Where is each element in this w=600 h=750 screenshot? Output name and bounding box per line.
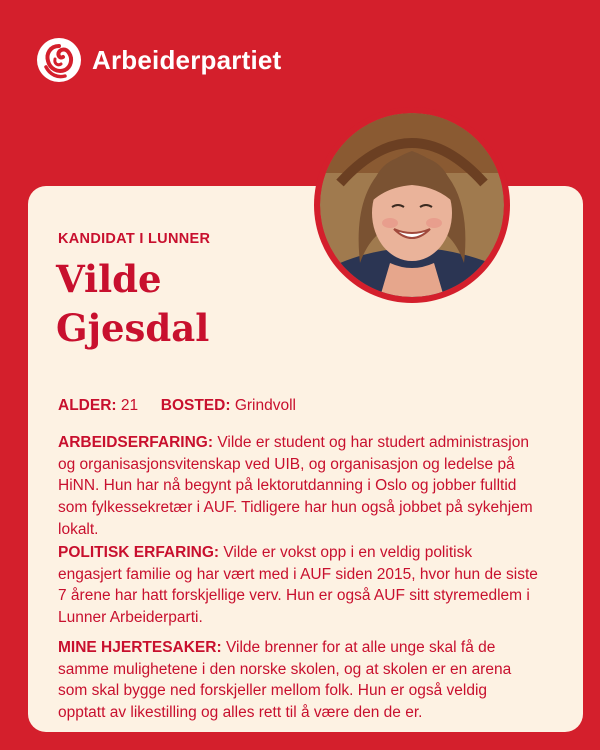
residence-label: BOSTED: xyxy=(160,397,231,414)
candidate-facts xyxy=(58,397,296,415)
work-experience-text: Vilde er student og har studert administrasjon og organisasjonsvitenskap ved UIB, og organisasjon og ledelse på HiNN. Hun har nå begynt på lektorutdanning i Oslo og jobber fulltid som fylkessekretær i AUF. Tidligere har hun også jobbet på sykehjem lokalt. xyxy=(58,434,533,538)
work-experience-label: ARBEIDSERFARING: xyxy=(58,434,214,451)
political-experience-label: POLITISK ERFARING: xyxy=(58,544,220,561)
candidate-portrait xyxy=(320,113,504,297)
political-experience-section xyxy=(58,542,538,629)
candidate-name xyxy=(56,255,209,353)
brand-name: Arbeiderpartiet xyxy=(92,44,282,75)
age-label: ALDER: xyxy=(58,397,117,414)
political-experience-text: Vilde er vokst opp i en veldig politisk engasjert familie og har vært med i AUF siden 2015, hvor hun de siste 7 årene har hatt forskjellige verv. Hun er også AUF sitt styremedlem i Lunner Arbeiderparti. xyxy=(58,544,538,627)
heart-causes-label: MINE HJERTESAKER: xyxy=(58,639,222,656)
heart-causes-section xyxy=(58,637,538,724)
residence-value: Grindvoll xyxy=(234,397,296,414)
brand-header xyxy=(36,37,281,83)
work-experience-section xyxy=(58,432,538,541)
heart-causes-text: Vilde brenner for at alle unge skal få de samme mulighetene i den norske skolen, og at skolen er en arena som skal bygge ned forskjeller mellom folk. Hun er også veldig opptatt av likestilling og alles rett til å være den de er. xyxy=(58,639,512,722)
rose-logo-icon xyxy=(36,37,82,83)
candidate-last-name: Gjesdal xyxy=(56,306,210,350)
candidate-first-name: Vilde xyxy=(56,257,162,301)
age-value: 21 xyxy=(120,397,139,414)
candidate-kicker: KANDIDAT I LUNNER xyxy=(58,231,211,247)
candidate-photo-frame xyxy=(314,107,510,303)
